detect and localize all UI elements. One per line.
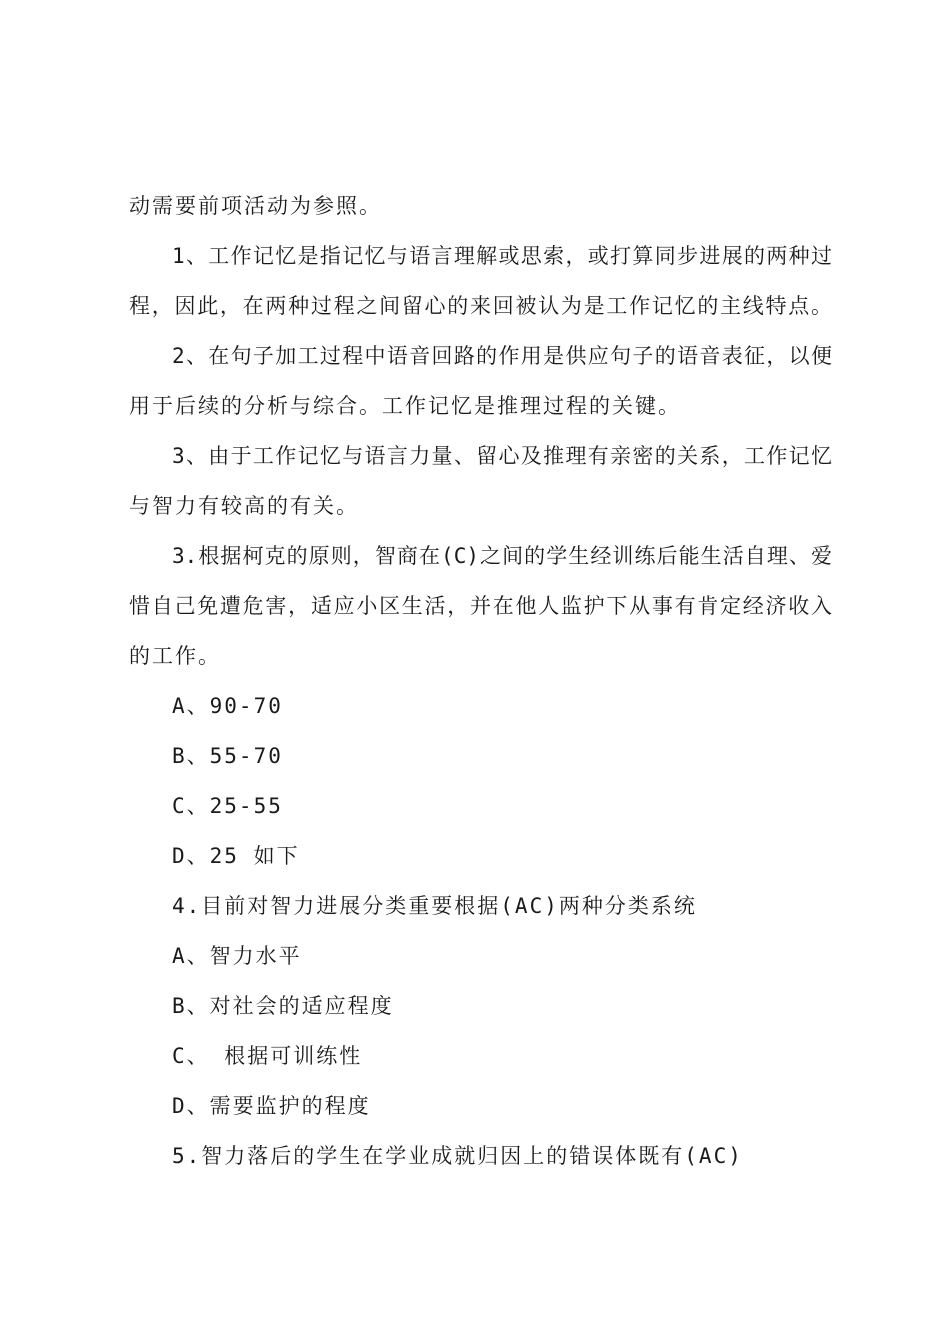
text-line: 2、在句子加工过程中语音回路的作用是供应句子的语音表征，以便 [172, 344, 832, 368]
text-line: 1、工作记忆是指记忆与语言理解或思索，或打算同步进展的两种过 [172, 244, 832, 268]
option-line: C、 根据可训练性 [172, 1044, 363, 1068]
text-line: 程，因此，在两种过程之间留心的来回被认为是工作记忆的主线特点。 [129, 294, 832, 318]
option-line: A、90-70 [172, 694, 283, 718]
text-line: 与智力有较高的有关。 [129, 494, 359, 518]
question-line: 5.智力落后的学生在学业成就归因上的错误体既有(AC) [172, 1144, 743, 1168]
option-line: C、25-55 [172, 794, 283, 818]
option-line: A、智力水平 [172, 944, 302, 968]
text-line: 惜自己免遭危害，适应小区生活，并在他人监护下从事有肯定经济收入 [129, 594, 832, 618]
option-line: B、对社会的适应程度 [172, 994, 394, 1018]
option-line: B、55-70 [172, 744, 283, 768]
option-line: D、需要监护的程度 [172, 1094, 371, 1118]
text-line: 的工作。 [129, 644, 221, 668]
text-line: 3.根据柯克的原则，智商在(C)之间的学生经训练后能生活自理、爱 [172, 544, 832, 568]
text-line: 动需要前项活动为参照。 [129, 194, 382, 218]
question-line: 4.目前对智力进展分类重要根据(AC)两种分类系统 [172, 894, 697, 918]
text-line: 3、由于工作记忆与语言力量、留心及推理有亲密的关系，工作记忆 [172, 444, 832, 468]
text-line: 用于后续的分析与综合。工作记忆是推理过程的关键。 [129, 394, 681, 418]
option-line: D、25 如下 [172, 844, 300, 868]
